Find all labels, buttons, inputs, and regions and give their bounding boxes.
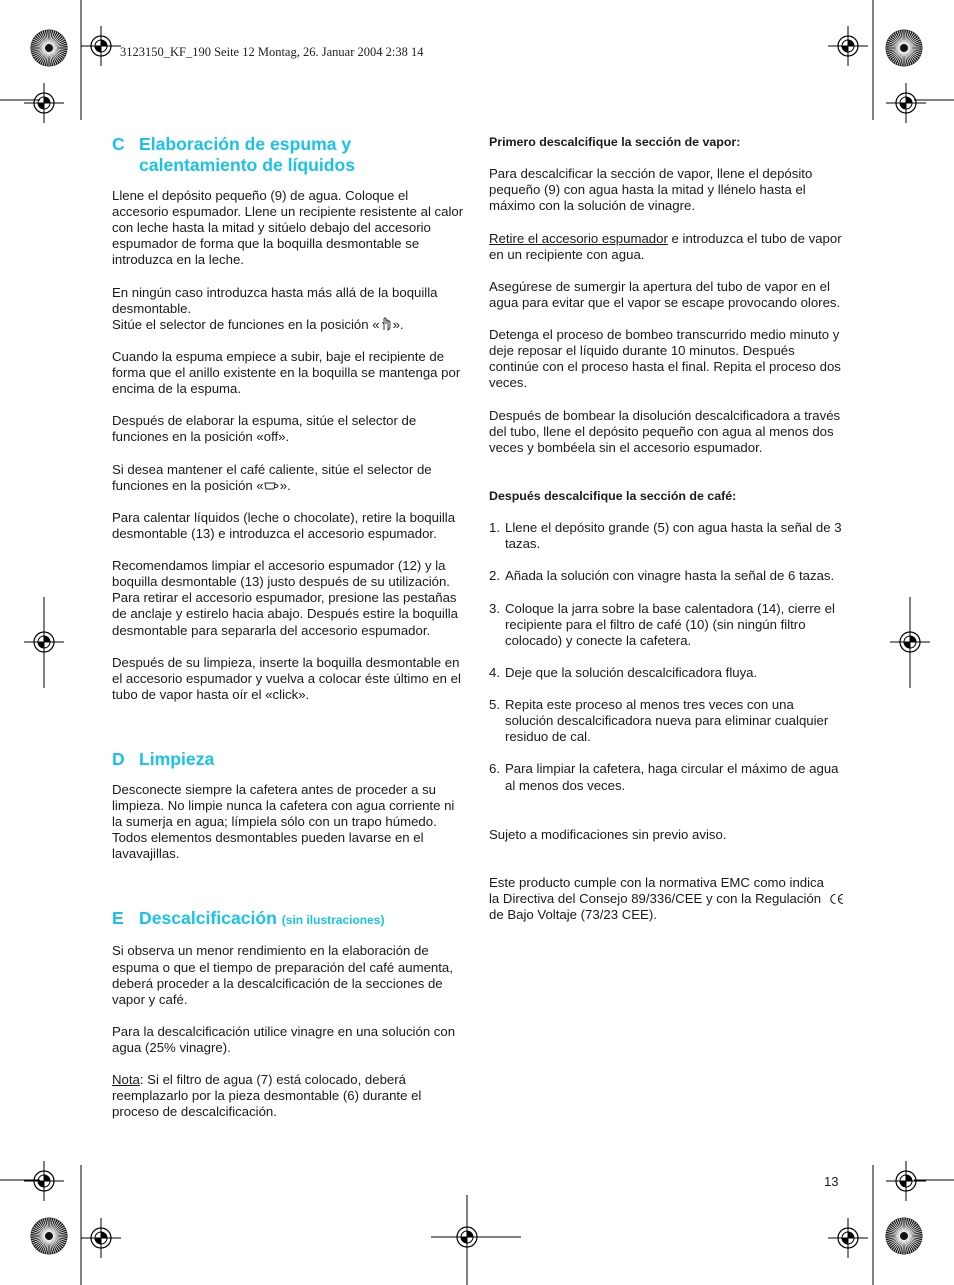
paragraph-text: En ningún caso introduzca hasta más allá de la boquilla desmontable. — [112, 284, 438, 316]
emc-text: Este producto cumple con la normativa EMC como indica la Directiva del Consejo 89/336/CEE y con la Regulación de Bajo Voltaje (73/23 CEE). — [489, 874, 824, 922]
paragraph: Para la descalcificación utilice vinagre en una solución con agua (25% vinagre). — [112, 1023, 456, 1056]
step-text: Añada la solución con vinagre hasta la señal de 6 tazas. — [505, 568, 835, 584]
section-e-heading — [112, 908, 464, 931]
paragraph: Recomendamos limpiar el accesorio espumador (12) y la boquilla desmontable (13) justo después de su utilización. Para retirar el accesorio espumador, presione las pestañas de anclaje y estirelo hacia abajo. Después estire la boquilla desmontable para separarla del accesorio espumador. — [112, 558, 459, 638]
paragraph — [112, 285, 464, 333]
section-c-letter: C — [112, 134, 125, 154]
note-text: : Si el filtro de agua (7) está colocado, deberá reemplazarlo por la pieza desmontable (6) durante el proceso de descalcificación. — [112, 1072, 422, 1120]
ce-mark-icon — [829, 884, 844, 914]
section-c-heading — [112, 134, 464, 176]
paragraph — [489, 231, 844, 263]
starburst-center — [46, 45, 53, 52]
coffee-section-title: Después descalcifique la sección de café: — [489, 488, 737, 503]
step-number: 1. — [489, 520, 500, 536]
step-number: 2. — [489, 568, 500, 584]
section-e-title-text: Descalcificación — [139, 908, 277, 929]
step-number: 6. — [489, 761, 500, 777]
paragraph: Asegúrese de sumergir la apertura del tubo de vapor en el agua para evitar que el vapor se escape provocando olores. — [489, 278, 841, 310]
paragraph: Detenga el proceso de bombeo transcurrido medio minuto y deje reposar el líquido durante 10 minutos. Después continúe con el proceso hasta el final. Repita el proceso dos veces. — [489, 327, 841, 391]
quote-close: ». — [279, 477, 291, 493]
paragraph: Llene el depósito pequeño (9) de agua. Coloque el accesorio espumador. Llene un recipiente resistente al calor con leche hasta la mitad y sitúelo debajo del accesorio espumador de forma que la boquilla desmontable se introduzca en la leche. — [112, 188, 464, 268]
left-column — [112, 134, 464, 1121]
page-number: 13 — [824, 1174, 839, 1189]
steam-section-title: Primero descalcifique la sección de vapor: — [489, 135, 741, 149]
section-e-letter: E — [112, 908, 124, 929]
note-label: Nota — [112, 1072, 140, 1088]
list-item — [489, 697, 844, 745]
paragraph-text: Si desea mantener el café caliente, sitúe el selector de funciones en la posición « — [112, 461, 432, 493]
section-e-title — [139, 908, 384, 931]
note-paragraph — [112, 1072, 464, 1120]
paragraph: Para calentar líquidos (leche o chocolate), retire la boquilla desmontable (13) e introduzca el accesorio espumador. — [112, 509, 456, 541]
cup-icon — [264, 481, 280, 491]
list-item — [489, 520, 844, 552]
step-text: Repita este proceso al menos tres veces con una solución descalcificadora nueva para eliminar cualquier residuo de cal. — [505, 697, 829, 745]
right-column — [489, 134, 844, 923]
paragraph-text: e introduzca el tubo de vapor en un recipiente con agua. — [489, 230, 842, 262]
step-number: 4. — [489, 664, 500, 680]
starburst-center — [901, 45, 908, 52]
paragraph: Desconecte siempre la cafetera antes de proceder a su limpieza. No limpie nunca la cafetera con agua corriente ni la sumerja en agua; límpiela sólo con un trapo húmedo. Todos elementos desmontables pueden lavarse en el lavavajillas. — [112, 782, 455, 862]
paragraph: Después de elaborar la espuma, sitúe el selector de funciones en la posición «off». — [112, 413, 417, 445]
step-text: Para limpiar la cafetera, haga circular el máximo de agua al menos dos veces. — [505, 761, 839, 793]
starburst-center — [901, 1233, 908, 1240]
list-item — [489, 761, 844, 793]
step-number: 5. — [489, 697, 500, 713]
paragraph-text: Sitúe el selector de funciones en la posición « — [112, 316, 380, 332]
step-text: Deje que la solución descalcificadora fluya. — [505, 664, 758, 680]
print-header-line: 3123150_KF_190 Seite 12 Montag, 26. Januar 2004 2:38 14 — [120, 45, 424, 59]
section-d-letter: D — [112, 749, 125, 769]
section-c-title — [139, 134, 355, 176]
paragraph: Para descalcificar la sección de vapor, llene el depósito pequeño (9) con agua hasta la mitad y llénelo hasta el máximo con la solución de vinagre. — [489, 166, 813, 214]
step-text: Llene el depósito grande (5) con agua hasta la señal de 3 tazas. — [505, 520, 842, 552]
paragraph — [112, 462, 464, 494]
section-e-title-note: (sin ilustraciones) — [281, 913, 385, 928]
modification-notice: Sujeto a modificaciones sin previo aviso. — [489, 826, 727, 842]
paragraph: Después de su limpieza, inserte la boquilla desmontable en el accesorio espumador y vuelva a colocar éste último en el tubo de vapor hasta oír el «click». — [112, 654, 461, 702]
underlined-phrase: Retire el accesorio espumador — [489, 230, 668, 246]
list-item — [489, 568, 844, 584]
starburst-center — [46, 1233, 53, 1240]
emc-compliance — [489, 875, 844, 923]
list-item — [489, 665, 844, 681]
paragraph: Cuando la espuma empiece a subir, baje el recipiente de forma que el anillo existente en la boquilla se mantenga por encima de la espuma. — [112, 348, 461, 397]
steam-hand-icon — [380, 317, 393, 331]
paragraph: Si observa un menor rendimiento en la elaboración de espuma o que el tiempo de preparación del café aumenta, deberá proceder a la descalcificación de la secciones de vapor y café. — [112, 943, 453, 1007]
section-d-heading — [112, 749, 464, 770]
paragraph: Después de bombear la disolución descalcificadora a través del tubo, llene el depósito pequeño con agua al menos dos veces y bombéela sin el accesorio espumador. — [489, 407, 841, 455]
section-c-title-line2: calentamiento de líquidos — [139, 155, 356, 175]
step-text: Coloque la jarra sobre la base calentadora (14), cierre el recipiente para el filtro de café (10) (sin ningún filtro colocado) y conecte la cafetera. — [505, 600, 835, 648]
section-d-title: Limpieza — [139, 749, 215, 769]
step-number: 3. — [489, 600, 500, 616]
list-item — [489, 601, 844, 649]
section-c-title-line1: Elaboración de espuma y — [139, 134, 352, 154]
descaling-steps-list — [489, 520, 844, 794]
quote-close: ». — [392, 316, 404, 332]
